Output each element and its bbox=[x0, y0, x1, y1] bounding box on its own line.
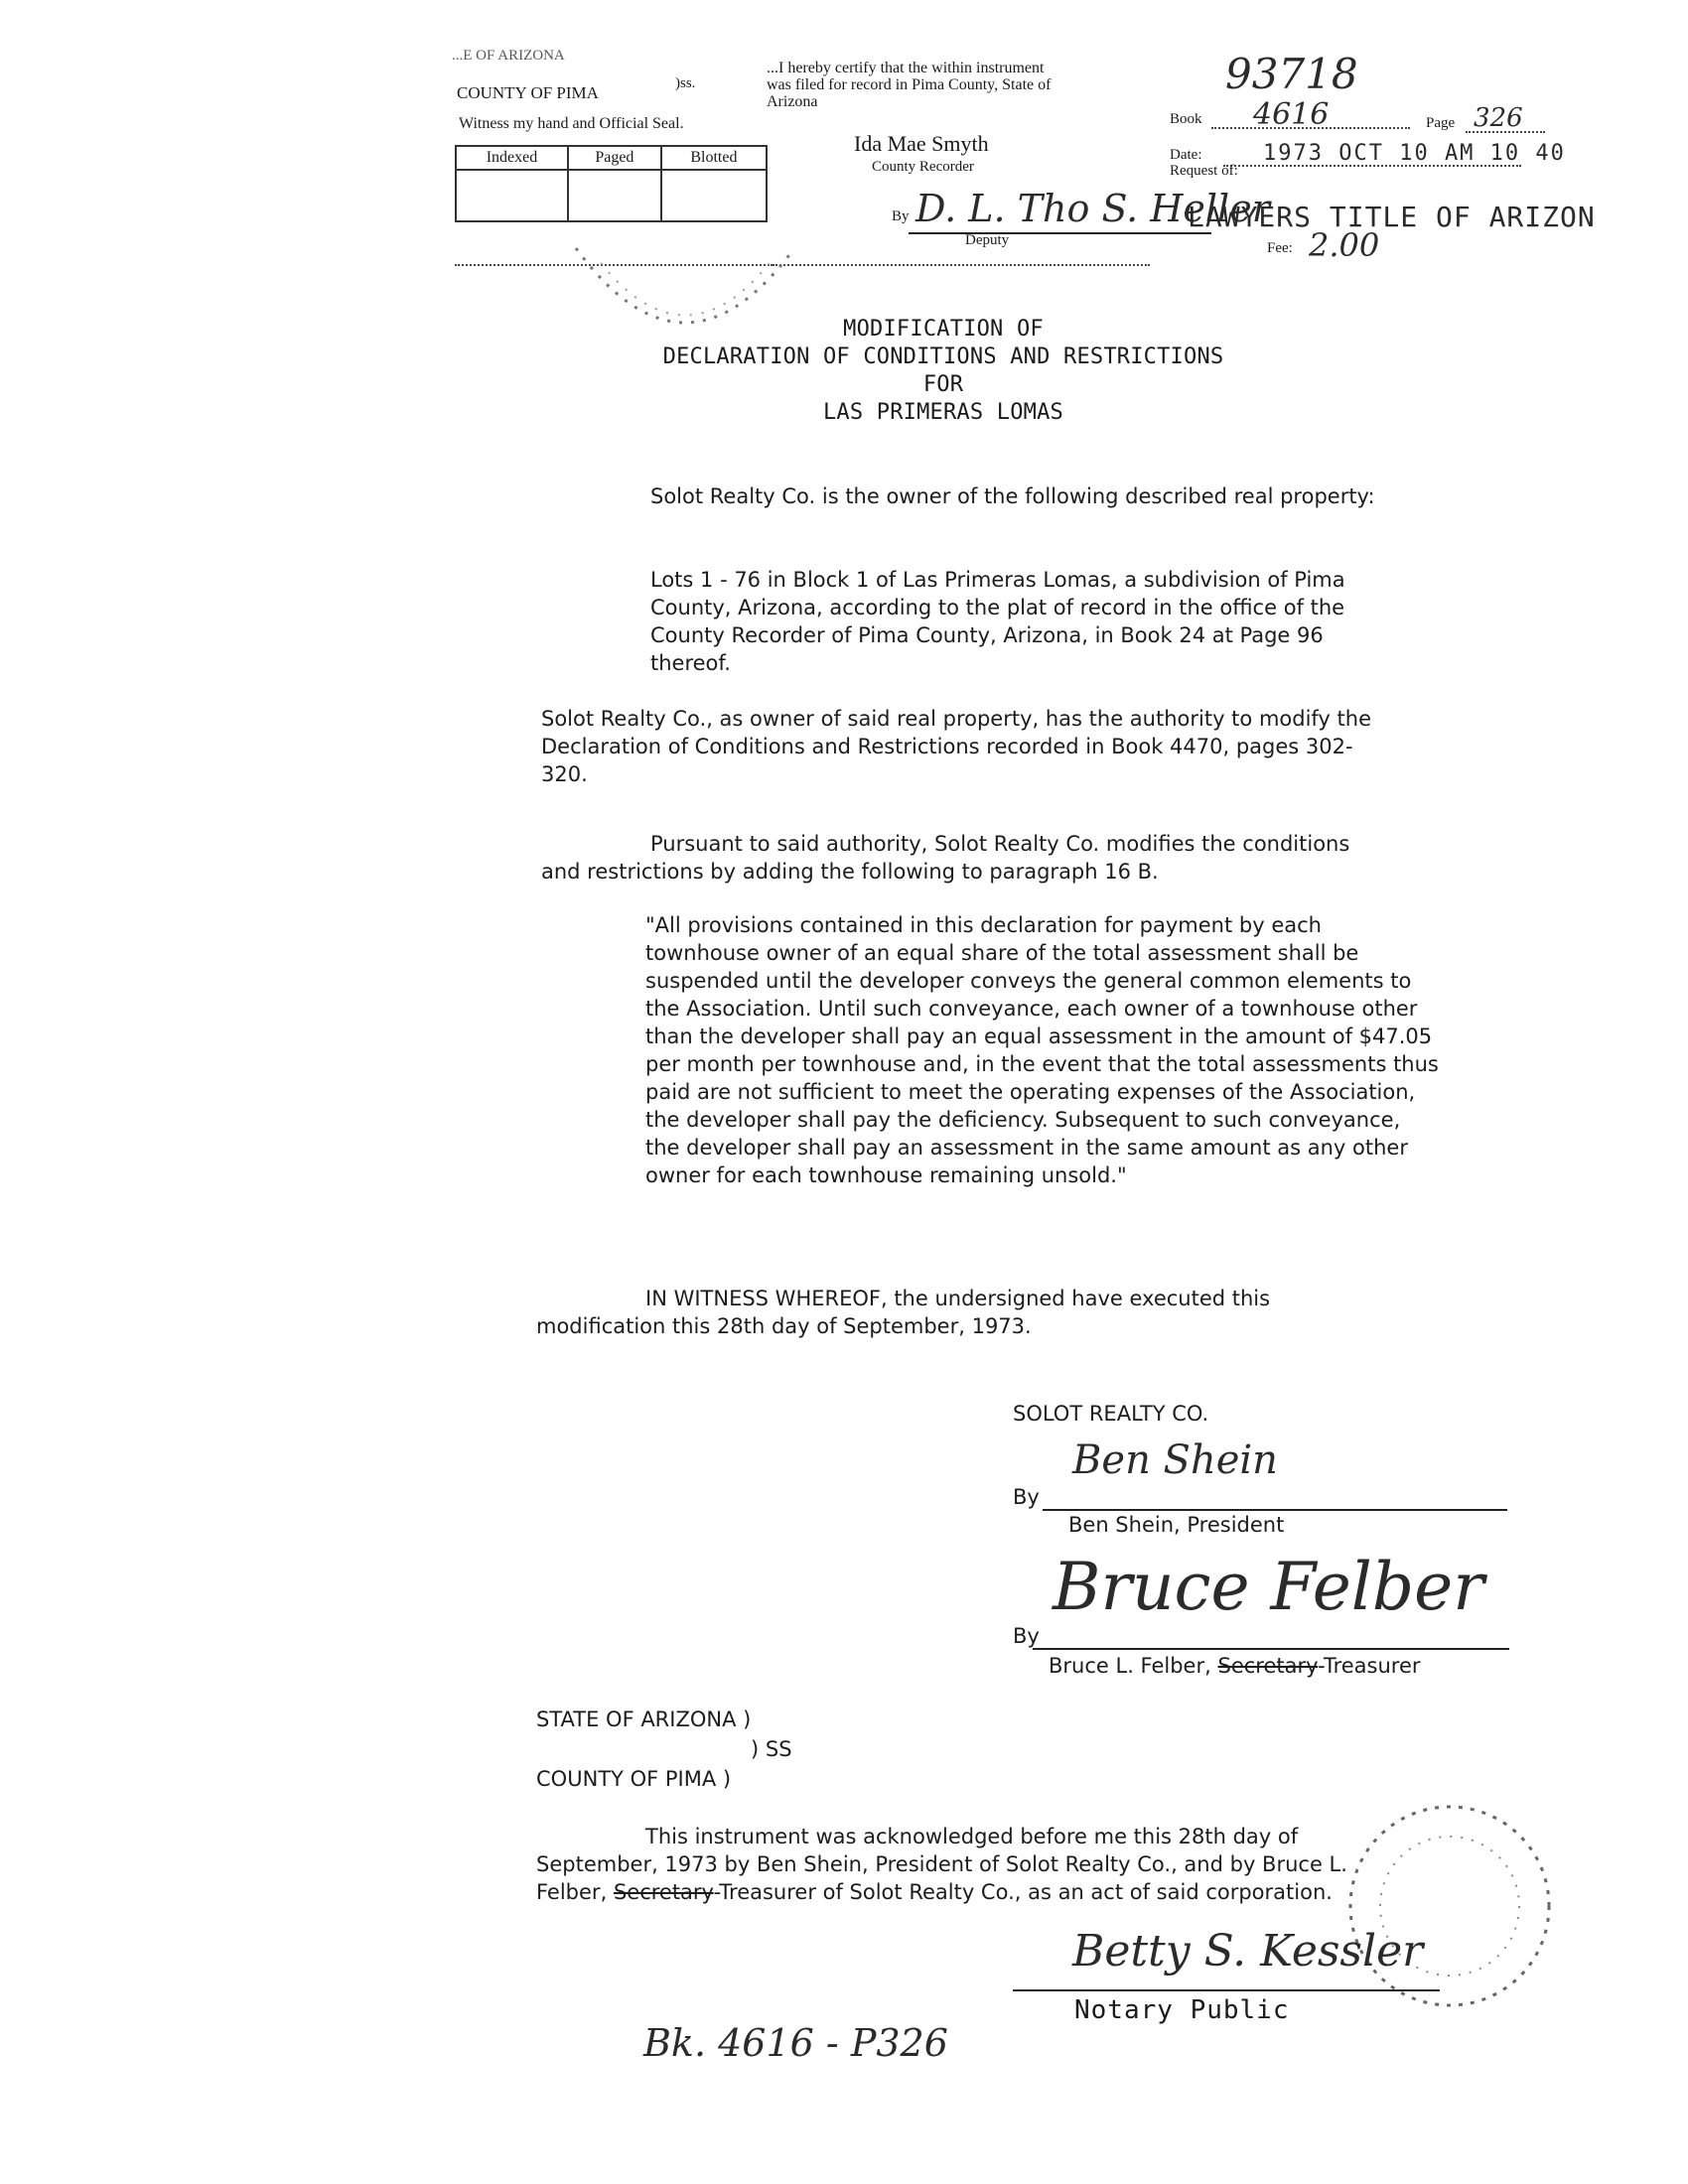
title-line-4: LAS PRIMERAS LOMAS bbox=[822, 400, 1063, 425]
ack-paragraph bbox=[536, 1823, 1390, 1906]
signer2-line bbox=[1033, 1648, 1509, 1650]
state-line-fragment: ...E OF ARIZONA bbox=[452, 48, 565, 64]
fee-label: Fee: bbox=[1267, 240, 1293, 256]
signer2-signature: Bruce Felber bbox=[1053, 1549, 1484, 1625]
book-value: 4616 bbox=[1253, 97, 1330, 132]
document-title bbox=[536, 316, 1350, 427]
title-line-2: DECLARATION OF CONDITIONS AND RESTRICTIONS bbox=[662, 344, 1224, 369]
record-cell-indexed bbox=[456, 170, 568, 221]
ack-struck-title: Secretary bbox=[613, 1880, 714, 1904]
quoted-provision: "All provisions contained in this declaration for payment by each townhouse owner of an equal share of the total assessment shall be suspended until the developer conveys the general common elements to the Association. Until such conveyance, each owner of a townhouse other than the developer shall pay an equal assessment in the amount of $47.05 per month per townhouse and, in the event that the total assessments thus paid are not sufficient to meet the operating expenses of the Association, the developer shall pay the deficiency. Subsequent to such conveyance, the developer shall pay an assessment in the same amount as any other owner for each townhouse remaining unsold." bbox=[645, 913, 1439, 1187]
notary-seal bbox=[1331, 1777, 1569, 2035]
company-name: SOLOT REALTY CO. bbox=[1013, 1402, 1209, 1426]
legal-description: Lots 1 - 76 in Block 1 of Las Primeras Lomas, a subdivision of Pima County, Arizona, according to the plat of record in the office of the County Recorder of Pima County, Arizona, in Book 24 at Page 96 thereof. bbox=[650, 568, 1345, 675]
instrument-note: ...I hereby certify that the within instrument was filed for record in Pima County, State of Arizona bbox=[767, 60, 1052, 110]
requester-stamp: LAWYERS TITLE OF ARIZON bbox=[1188, 201, 1596, 233]
record-col-paged: Paged bbox=[568, 146, 661, 170]
signer1-by-label: By bbox=[1013, 1485, 1040, 1509]
book-label: Book bbox=[1170, 111, 1202, 127]
signer2-by-label: By bbox=[1013, 1624, 1040, 1648]
deputy-signature-line bbox=[909, 232, 1211, 234]
recorder-title: County Recorder bbox=[872, 159, 974, 175]
fee-value: 2.00 bbox=[1309, 226, 1380, 264]
signer2-role: -Treasurer bbox=[1318, 1654, 1421, 1678]
notary-caption: Notary Public bbox=[1074, 1995, 1290, 2025]
deputy-label: Deputy bbox=[965, 232, 1010, 248]
record-table-header bbox=[456, 146, 767, 170]
county-line: COUNTY OF PIMA bbox=[457, 83, 599, 102]
record-col-blotted: Blotted bbox=[661, 146, 767, 170]
ack-text-part1: This instrument was acknowledged before me this 28th day of September, 1973 by Ben Shein, President of Solot Realty Co., and by Bruce L. Felber, bbox=[536, 1825, 1347, 1904]
signer1-caption: Ben Shein, President bbox=[1068, 1513, 1285, 1537]
record-col-indexed: Indexed bbox=[456, 146, 568, 170]
ack-state: STATE OF ARIZONA ) bbox=[536, 1707, 752, 1731]
docket-number: 93718 bbox=[1225, 50, 1358, 98]
by-deputy-label: By bbox=[892, 208, 910, 224]
title-line-1: MODIFICATION OF bbox=[843, 317, 1044, 341]
page-value: 326 bbox=[1474, 103, 1523, 133]
modification-paragraph: Pursuant to said authority, Solot Realty Co. modifies the conditions and restrictions by adding the following to paragraph 16 B. bbox=[541, 832, 1350, 884]
signer2-name: Bruce L. Felber, bbox=[1049, 1654, 1211, 1678]
page-label: Page bbox=[1426, 115, 1456, 131]
notary-signature-line bbox=[1013, 1989, 1440, 1991]
signer1-signature: Ben Shein bbox=[1072, 1437, 1278, 1483]
witness-paragraph: IN WITNESS WHEREOF, the undersigned have executed this modification this 28th day of September, 1973. bbox=[536, 1287, 1271, 1338]
notary-signature: Betty S. Kessler bbox=[1072, 1926, 1424, 1977]
request-label: Request of: bbox=[1170, 163, 1238, 179]
signer2-struck-title: Secretary bbox=[1217, 1654, 1319, 1678]
authority-paragraph: Solot Realty Co., as owner of said real property, has the authority to modify the Declaration of Conditions and Restrictions recorded in Book 4470, pages 302-320. bbox=[541, 707, 1372, 786]
margin-note: Bk. 4616 - P326 bbox=[643, 2021, 948, 2065]
ack-county: COUNTY OF PIMA ) bbox=[536, 1767, 732, 1791]
recorder-name: Ida Mae Smyth bbox=[854, 131, 989, 156]
header-dotted-rule-right bbox=[773, 264, 1150, 266]
ack-ss: ) SS bbox=[751, 1737, 792, 1761]
ss-mark: )ss. bbox=[675, 75, 696, 91]
signer2-caption bbox=[1049, 1652, 1421, 1680]
deputy-signature: D. L. Tho S. Heller bbox=[915, 187, 1270, 230]
ack-text-part2: -Treasurer of Solot Realty Co., as an act of said corporation. bbox=[713, 1880, 1333, 1904]
witness-line: Witness my hand and Official Seal. bbox=[459, 115, 684, 132]
ownership-paragraph: Solot Realty Co. is the owner of the following described real property: bbox=[650, 484, 1375, 508]
date-label: Date: bbox=[1170, 147, 1202, 163]
date-value: 1973 OCT 10 AM 10 40 bbox=[1263, 141, 1566, 166]
title-line-3: FOR bbox=[922, 372, 964, 397]
